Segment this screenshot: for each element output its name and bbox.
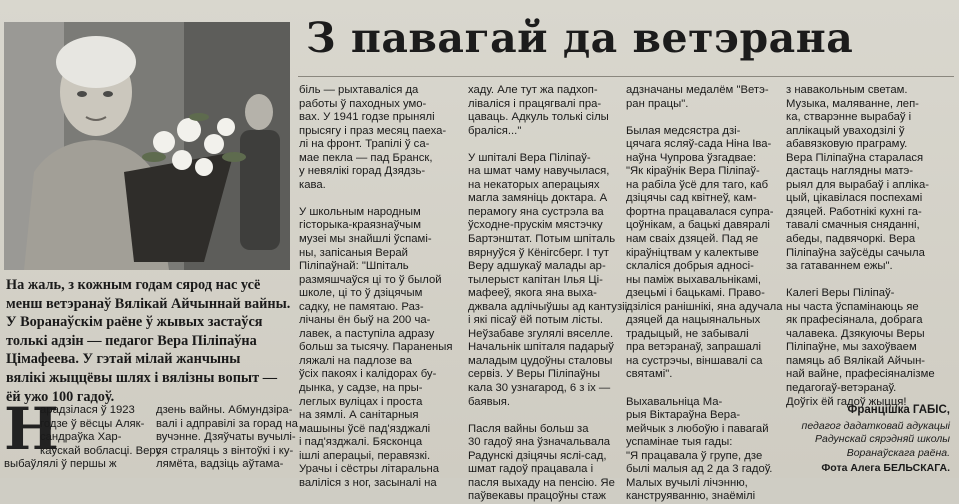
body-line: адзначаны медалём "Ветэ- [626,84,769,96]
author-role-line: Воранаўскага раёна. [846,446,950,459]
body-line: У шпіталі Вера Піліпаў- [468,151,591,164]
author-signature [790,404,950,476]
body-column-bottom-1 [4,404,161,472]
body-line: размяшчаўся ці то ў былой [299,273,442,286]
body-line: ка, стварэнне вырабаў і [786,111,912,124]
body-line: валіліся з ног, засыналі на [299,476,437,489]
body-column-1 [299,84,451,490]
body-line: памяць аб Вялікай Айчын- [786,354,926,367]
body-line: Неўзабаве згулялі вяселле. [468,327,614,340]
body-line: на рабіла ўсё для таго, каб [626,178,769,191]
caption-line: менш ветэранаў Вялікай Айчыннай вайны. [6,295,291,312]
photo-illustration [4,22,290,270]
body-line: дзіцячы сад квітнеў, кам- [626,192,757,205]
body-line: на сустрэчы, віншавалі са [626,354,763,367]
body-line: вучэнне. Дзяўчаты вучылі- [156,431,296,444]
body-line: дзецьмі і бацькамі. Право- [626,287,765,300]
body-line: цаваць. Адкуль толькі сілы [468,111,609,124]
drop-cap: Н [4,395,59,463]
body-line: ны паміж выхавальнікамі, [626,273,762,286]
body-line: 30 гадоў яна ўзначальвала [468,436,611,449]
body-line: традыцый, не забывалі [626,327,749,340]
body-line: У школьным народным [299,205,421,218]
body-line: як прафесіянала, добрага [786,314,923,327]
body-line: Вера Піліпаўна старалася [786,151,924,164]
body-line: каўскай вобласці. Веру [40,444,162,457]
body-line: склаліся добрыя адносі- [626,260,754,273]
body-line: дзень вайны. Абмундзіра- [156,404,293,416]
body-line: Урачы і сёстры літаральна [299,463,440,476]
body-line [468,138,620,152]
caption-line: ёй ужо 100 гадоў. [6,388,115,405]
body-line: пра ветэранаў, запрашалі [626,341,762,354]
body-line: былі малыя ад 2 да 3 гадоў. [626,463,773,476]
body-line: аплікацый уваходзілі ў [786,124,905,137]
body-line: канструяванню, знаёмілі [626,490,756,503]
body-line: пасля выхаду на пенсію. Яе [468,476,615,489]
body-line: браліся..." [468,124,522,137]
body-line: прысягу і праз месяц паеха- [299,124,447,137]
body-line: джвала адлічыўшы ад кантузіі [468,300,628,313]
body-line: больш за тысячу. Параненыя [299,341,453,354]
body-line: "Я працавала ў групе, дзе [626,449,763,462]
body-line: мейчык з любоўю і павагай [626,422,769,435]
body-line: цый, цікавілася поспехамі [786,192,923,205]
headline-rule [298,76,954,77]
body-line: ся страляць з вінтоўкі і ку- [156,444,294,457]
body-line: ляжалі на падлозе ва [299,354,412,367]
body-column-3 [626,84,783,504]
body-line: на шмат чаму навучылася, [468,165,610,178]
body-line: на некаторых аперацыях [468,178,600,191]
body-line: ны часта ўспамінаюць яе [786,300,919,313]
body-line: Малых вучылі лічэнню, [626,476,748,489]
body-line: дзяцей. Работнікі кухні га- [786,205,922,218]
body-line: Былая медсястра дзі- [626,124,741,137]
body-line: кава. [299,178,326,191]
author-role-line: педагог дадатковай адукацыі [801,419,950,432]
body-line: тавалі смачныя сняданні, [786,219,920,232]
body-line: най вайне, прафесіяналізме [786,368,935,381]
body-line: валі і адправілі за горад на [156,417,298,430]
body-line: садку, не памятаю. Раз- [299,300,424,313]
body-line: фортна працавалася супра- [626,205,774,218]
caption-line: У Воранаўскім раёне ў жывых застаўся [6,314,263,331]
body-line: ішлі аперацыі, перавязкі. [299,449,431,462]
photo-caption [6,276,292,406]
photo-credit: Фота Алега БЕЛЬСКАГА. [821,462,950,474]
body-line: Бартэнштат. Потым шпіталь [468,233,616,246]
body-line: тылерыст капітан Ілья Ці- [468,273,603,286]
body-line: маладым цудоўны сталовы [468,354,613,367]
body-line: лямёта, вадзіць аўтама- [156,458,284,471]
body-line: машыны ўсё пад'язджалі [299,422,431,435]
body-line: чалавека. Дзякуючы Веры [786,327,925,340]
body-line: нам сваіх дзяцей. Пад яе [626,233,759,246]
body-line: біль — рыхтаваліся да [299,84,419,96]
body-line: сервіз. У Веры Піліпаўны [468,368,600,381]
body-line: і які пісаў ёй потым лісты. [468,314,603,327]
body-line: дынка, у садзе, на пры- [299,382,423,395]
body-line: мафееў, якога яна выха- [468,287,597,300]
body-line [468,409,620,423]
body-line: ны, запісаныя Верай [299,246,408,259]
body-line: Музыка, маляванне, леп- [786,97,919,110]
body-line: магла замяніць доктара. А [468,192,608,205]
body-line: святамі". [626,368,673,381]
body-line: цоўнікам, а бацькі давяралі [626,219,770,232]
body-line [626,111,778,125]
body-line: рыял для вырабаў і апліка- [786,178,930,191]
body-line: хаду. Але тут жа падхоп- [468,84,598,96]
body-line: з навакольным светам. [786,84,908,96]
body-line: Доўгіх ёй гадоў жыцця! [786,395,907,408]
body-line: сандраўка Хар- [40,431,122,444]
body-line: паўвекавы працоўны стаж [468,490,606,503]
body-line: дзіліся ранішнікі, яна адучала [626,300,783,313]
caption-line: вялікі жыццёвы шлях і вялізны вопыт — [6,369,277,386]
body-line: музеі мы знайшлі ўспамі- [299,233,432,246]
caption-line: толькі адзін — педагог Вера Піліпаўна [6,332,257,349]
caption-line: Цімафеева. У гэтай мілай жанчыны [6,351,241,368]
body-line: лавек, а паступіла адразу [299,327,435,340]
body-line: рыя Віктараўна Вера- [626,409,741,422]
body-line: годзе ў вёсцы Аляк- [40,417,145,430]
body-line: арадзілася ў 1923 [40,404,135,416]
body-line: лічаны ён быў на 200 ча- [299,314,431,327]
author-name: Францішка ГАБІС, [847,404,950,416]
body-line: цячага ясляў-сада Ніна Іва- [626,138,772,151]
body-line: Піліпаўне, мы захоўваем [786,341,917,354]
body-line: кала 30 узнагарод, 6 з іх — [468,382,611,395]
body-line: "Як кіраўнік Вера Піліпаў- [626,165,760,178]
body-line: мае пекла — пад Бранск, [299,151,433,164]
body-line [299,192,451,206]
body-line: вярнуўся ў Кёнігсберг. І тут [468,246,609,259]
body-line: выбаўлялі ў першы ж [4,458,117,471]
body-line: абавязковую праграму. [786,138,908,151]
body-line: Піліпаўна заўсёды сачыла [786,246,925,259]
body-line: лі на фронт. Трапілі ў са- [299,138,430,151]
body-line: успамінае тыя гады: [626,436,733,449]
article-headline: З павагай да ветэрана [306,14,854,62]
body-line: Выхавальніца Ма- [626,395,723,408]
body-line [786,274,954,288]
body-line: на зямлі. А санітарныя [299,409,419,422]
body-line: ліваліся і працягвалі пра- [468,97,602,110]
body-line: шмат гадоў працавала і [468,463,594,476]
body-line: Начальнік шпіталя падарыў [468,341,614,354]
body-line: ўсходне-прускім мястэчку [468,219,603,232]
article-photo [4,22,290,270]
body-line: Піліпаўнай: "Шпіталь [299,260,409,273]
body-line: дзяцей да нацыянальных [626,314,761,327]
body-line: гісторыка-краязнаўчым [299,219,421,232]
body-line: і пад'язджалі. Бясконца [299,436,423,449]
body-line: ран працы". [626,97,689,110]
body-line: у невялікі горад Дзядзь- [299,165,426,178]
body-line: за гатаваннем ежы". [786,260,893,273]
body-line: Радунскі дзіцячы яслі-сад, [468,449,607,462]
body-line: перамогу яна сустрэла ва [468,205,604,218]
body-line: кіраўніцтвам у калектыве [626,246,759,259]
caption-line: На жаль, з кожным годам сярод нас усё [6,277,261,293]
body-line: дастаць наглядны матэ- [786,165,914,178]
body-line: Пасля вайны больш за [468,422,589,435]
body-line: наўна Чупрова ўзгадвае: [626,151,757,164]
body-line: работы ў паходных умо- [299,97,427,110]
body-line: педагогаў-ветэранаў. [786,382,897,395]
body-line: Калегі Веры Піліпаў- [786,287,895,300]
body-column-4 [786,84,954,409]
body-line: ўсіх пакоях і калідорах бу- [299,368,437,381]
body-line: Веру адшукаў малады ар- [468,260,606,273]
body-line: школе, ці то ў дзіцячым [299,287,423,300]
body-line: вах. У 1941 годзе прынялі [299,111,435,124]
author-role-line: Радунскай сярэдняй школы [815,433,950,445]
body-line: баявыя. [468,395,510,408]
body-line [626,382,778,396]
body-column-2 [468,84,628,504]
body-line: абеды, падвячоркі. Вера [786,233,916,246]
body-line: леглых вуліцах і проста [299,395,423,408]
body-column-bottom-2 [156,404,298,472]
